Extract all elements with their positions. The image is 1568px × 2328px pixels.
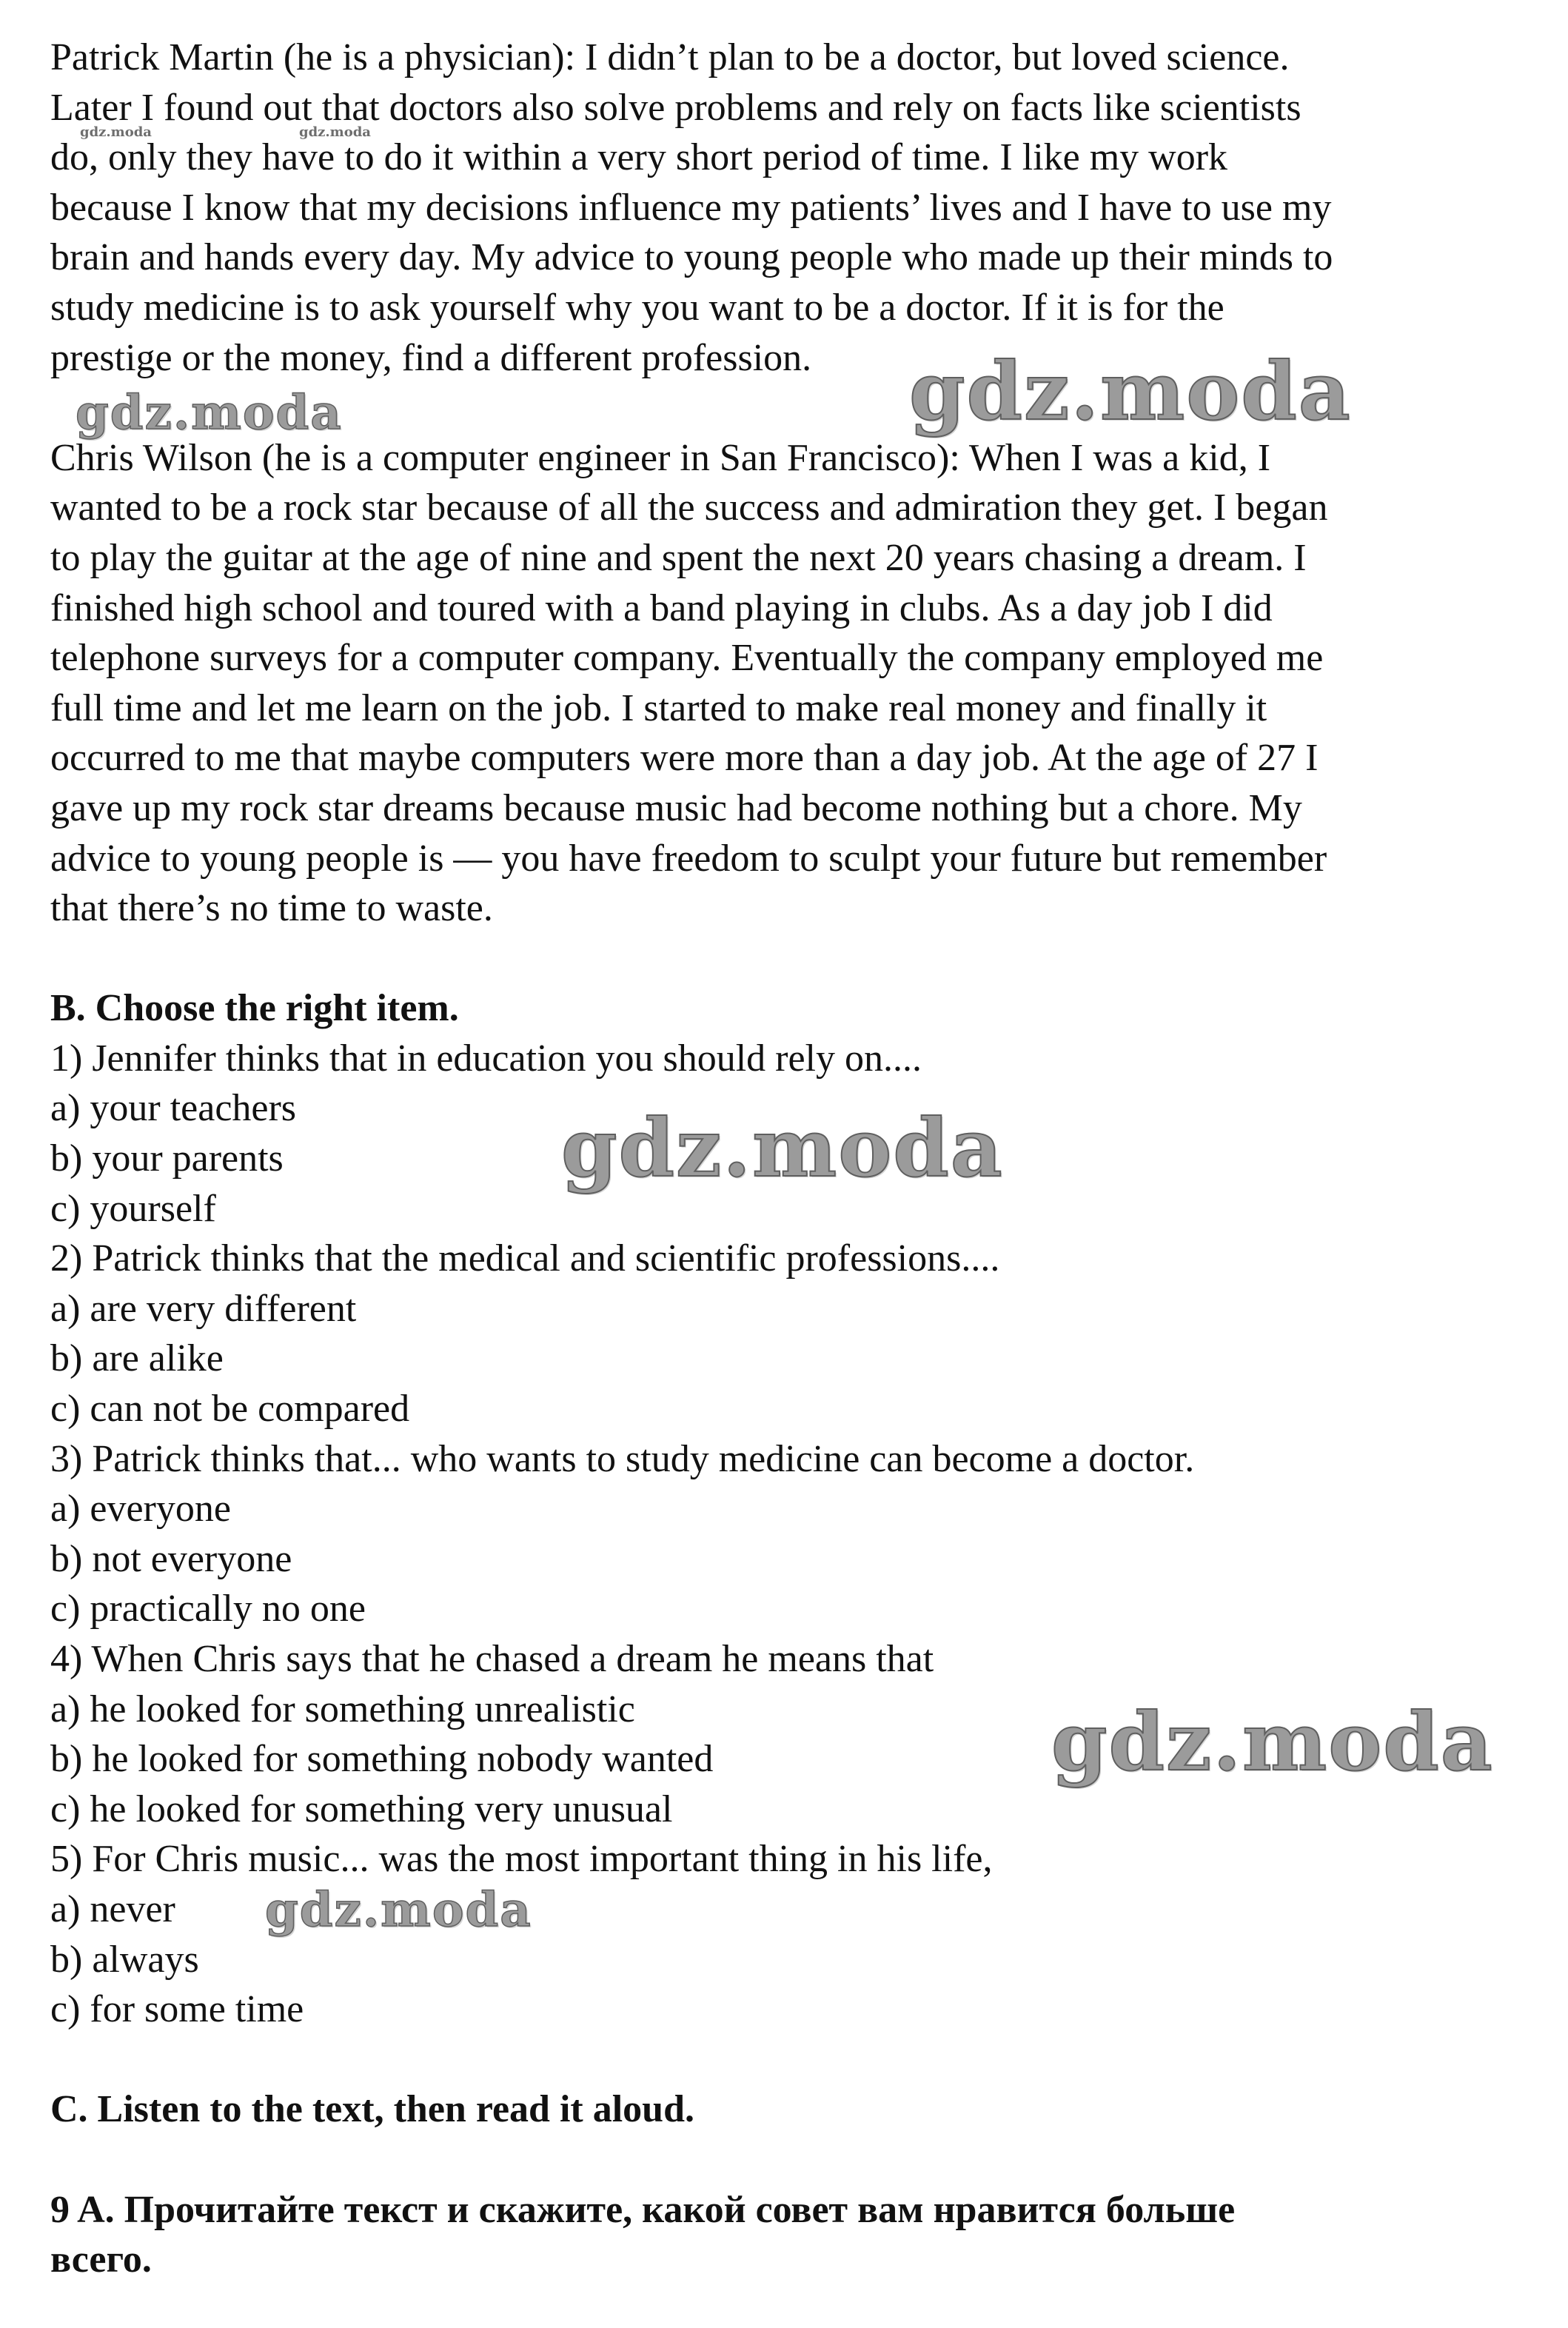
watermark-large: gdz.moda — [909, 345, 1352, 438]
question-5: 5) For Chris music... was the most important thing in his life, — [50, 1838, 993, 1881]
spacer — [50, 383, 1524, 433]
text-line: because I know that my decisions influence my patients’ lives and I have to use my — [50, 186, 1332, 229]
question-2: 2) Patrick thinks that the medical and scientific professions.... — [50, 1237, 1000, 1280]
option-1b: b) your parents — [50, 1137, 284, 1180]
question-3: 3) Patrick thinks that... who wants to study medicine can become a doctor. — [50, 1437, 1195, 1480]
option-3c: c) practically no one — [50, 1588, 366, 1630]
text-line: Later I found out that doctors also solve problems and rely on facts like scientists — [50, 86, 1301, 129]
option-3b: b) not everyone — [50, 1537, 292, 1580]
section-9-heading-line-2: всего. — [50, 2238, 152, 2281]
option-4a: a) he looked for something unrealistic — [50, 1688, 635, 1730]
watermark-medium: gdz.moda — [265, 1882, 532, 1938]
text-line: brain and hands every day. My advice to young people who made up their minds to — [50, 236, 1333, 279]
spacer — [50, 2035, 1524, 2085]
text-line: do, only they have to do it within a very short period of time. I like my work — [50, 136, 1228, 179]
chris-paragraph — [50, 433, 1524, 934]
option-2c: c) can not be compared — [50, 1388, 410, 1431]
text-line: prestige or the money, find a different profession. — [50, 336, 812, 379]
spacer — [50, 2135, 1524, 2185]
text-line: gave up my rock star dreams because music had become nothing but a chore. My — [50, 786, 1302, 829]
option-5c: c) for some time — [50, 1988, 304, 2031]
text-line: Chris Wilson (he is a computer engineer in San Francisco): When I was a kid, I — [50, 436, 1271, 479]
section-9-heading-line-1: 9 A. Прочитайте текст и скажите, какой совет вам нравится больше — [50, 2188, 1236, 2231]
section-b-heading: B. Choose the right item. — [50, 987, 459, 1030]
document-page — [50, 33, 1524, 2285]
option-1c: c) yourself — [50, 1187, 216, 1230]
question-1: 1) Jennifer thinks that in education you should rely on.... — [50, 1037, 922, 1080]
text-line: wanted to be a rock star because of all the success and admiration they get. I began — [50, 486, 1328, 529]
text-line: study medicine is to ask yourself why you want to be a doctor. If it is for the — [50, 286, 1224, 329]
watermark-tiny: gdz.moda — [299, 124, 371, 140]
watermark-large: gdz.moda — [1051, 1696, 1494, 1789]
question-4: 4) When Chris says that he chased a dream he means that — [50, 1638, 934, 1680]
option-1a: a) your teachers — [50, 1087, 297, 1130]
text-line: that there’s no time to waste. — [50, 887, 493, 930]
text-line: Patrick Martin (he is a physician): I didn’t plan to be a doctor, but loved science. — [50, 36, 1290, 78]
text-line: to play the guitar at the age of nine and spent the next 20 years chasing a dream. I — [50, 536, 1307, 579]
spacer — [50, 934, 1524, 984]
text-line: full time and let me learn on the job. I started to make real money and finally it — [50, 686, 1267, 729]
option-3a: a) everyone — [50, 1488, 231, 1531]
option-4b: b) he looked for something nobody wanted — [50, 1738, 714, 1781]
watermark-large: gdz.moda — [561, 1102, 1004, 1195]
patrick-paragraph — [50, 33, 1524, 383]
section-c-heading: C. Listen to the text, then read it aloud. — [50, 2088, 695, 2131]
text-line: advice to young people is — you have freedom to sculpt your future but remember — [50, 837, 1327, 880]
watermark-medium: gdz.moda — [76, 385, 343, 441]
option-5a: a) never — [50, 1887, 175, 1930]
watermark-tiny: gdz.moda — [80, 124, 152, 140]
option-4c: c) he looked for something very unusual — [50, 1787, 673, 1830]
text-line: occurred to me that maybe computers were more than a day job. At the age of 27 I — [50, 737, 1319, 780]
text-line: telephone surveys for a computer company. Eventually the company employed me — [50, 637, 1324, 680]
text-line: finished high school and toured with a band playing in clubs. As a day job I did — [50, 586, 1273, 629]
option-5b: b) always — [50, 1938, 199, 1981]
option-2a: a) are very different — [50, 1287, 357, 1330]
option-2b: b) are alike — [50, 1337, 224, 1380]
